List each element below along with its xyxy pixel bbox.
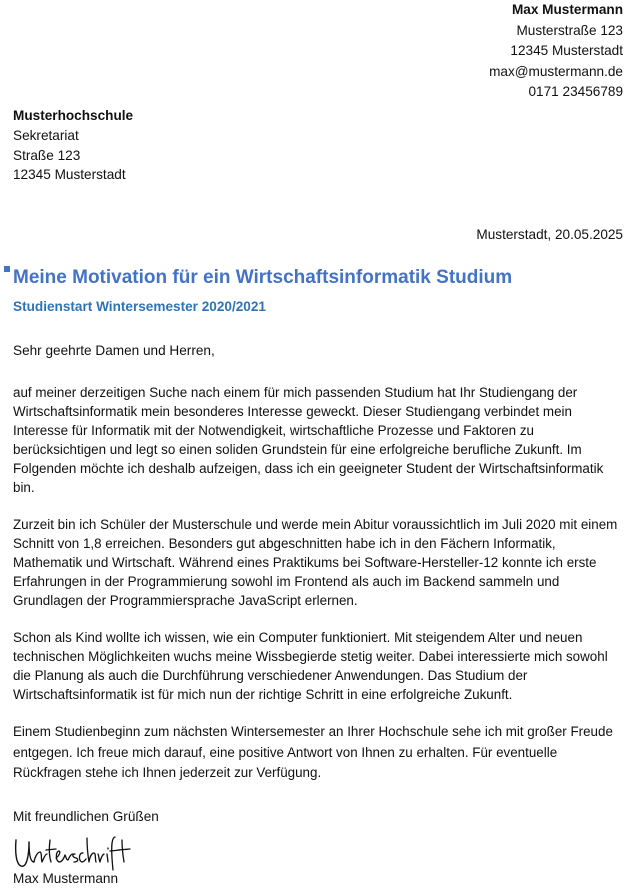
- signer-name: Max Mustermann: [13, 871, 119, 886]
- heading-marker: [4, 266, 10, 272]
- handwritten-signature: [12, 832, 132, 872]
- recipient-street: Straße 123: [13, 147, 81, 163]
- sender-address-block: [489, 0, 623, 103]
- recipient-organization: Musterhochschule: [13, 108, 134, 123]
- sender-phone: 0171 23456789: [528, 84, 623, 100]
- salutation: Sehr geehrte Damen und Herren,: [13, 343, 215, 358]
- recipient-city: 12345 Musterstadt: [13, 167, 126, 183]
- sender-city: 12345 Musterstadt: [510, 43, 623, 59]
- letter-title: Meine Motivation für ein Wirtschaftsinformatik Studium: [13, 267, 513, 288]
- closing-phrase: Mit freundlichen Grüßen: [13, 809, 159, 824]
- sender-street: Musterstraße 123: [516, 22, 623, 38]
- body-paragraph-2: Zurzeit bin ich Schüler der Musterschule und werde mein Abitur voraussichtlich im Juli 2020 mit einem Schnitt von 1,8 erreichen. Besonders gut abgeschnitten habe ich in den Fächern Informatik, Mathematik und Wirtschaft. Während eines Praktikums bei Software-Hersteller-12 konnte ich erste Erfahrungen in der Programmierung sowohl im Frontend als auch im Backend sammeln und Grundlagen der Programmiersprache JavaScript erlernen.: [13, 517, 618, 608]
- recipient-address-block: [13, 106, 133, 185]
- sender-name: Max Mustermann: [511, 2, 623, 17]
- body-paragraph-4: Einem Studienbeginn zum nächsten Wintersemester an Ihrer Hochschule sehe ich mit großer Freude entgegen. Ich freue mich darauf, eine positive Antwort von Ihnen zu erhalten. Für eventuelle Rückfragen stehe ich Ihnen jederzeit zur Verfügung.: [13, 724, 613, 780]
- letter-date: Musterstadt, 20.05.2025: [476, 227, 623, 242]
- letter-subtitle: Studienstart Wintersemester 2020/2021: [13, 299, 266, 314]
- body-paragraph-3: Schon als Kind wollte ich wissen, wie ein Computer funktioniert. Mit steigendem Alter und neuen technischen Möglichkeiten wuchs meine Wissbegierde stetig weiter. Dabei interessierte mich sowohl die Planung als auch die Durchführung verschiedener Anwendungen. Das Studium der Wirtschaftsinformatik ist für mich nun der richtige Schritt in eine erfolgreiche Zukunft.: [13, 630, 608, 702]
- body-paragraph-1: auf meiner derzeitigen Suche nach einem für mich passenden Studium hat Ihr Studiengang der Wirtschaftsinformatik mein besonderes Interesse geweckt. Dieser Studiengang verbindet mein Interesse für Informatik mit der Notwendigkeit, wirtschaftliche Prozesse und Faktoren zu berücksichtigen und legt so einen soliden Grundstein für eine erfolgreiche berufliche Zukunft. Im Folgenden möchte ich deshalb aufzeigen, dass ich ein geeigneter Student der Wirtschaftsinformatik bin.: [13, 385, 604, 495]
- sender-email: max@mustermann.de: [489, 63, 623, 79]
- letter-body: [13, 383, 625, 802]
- recipient-department: Sekretariat: [13, 127, 79, 143]
